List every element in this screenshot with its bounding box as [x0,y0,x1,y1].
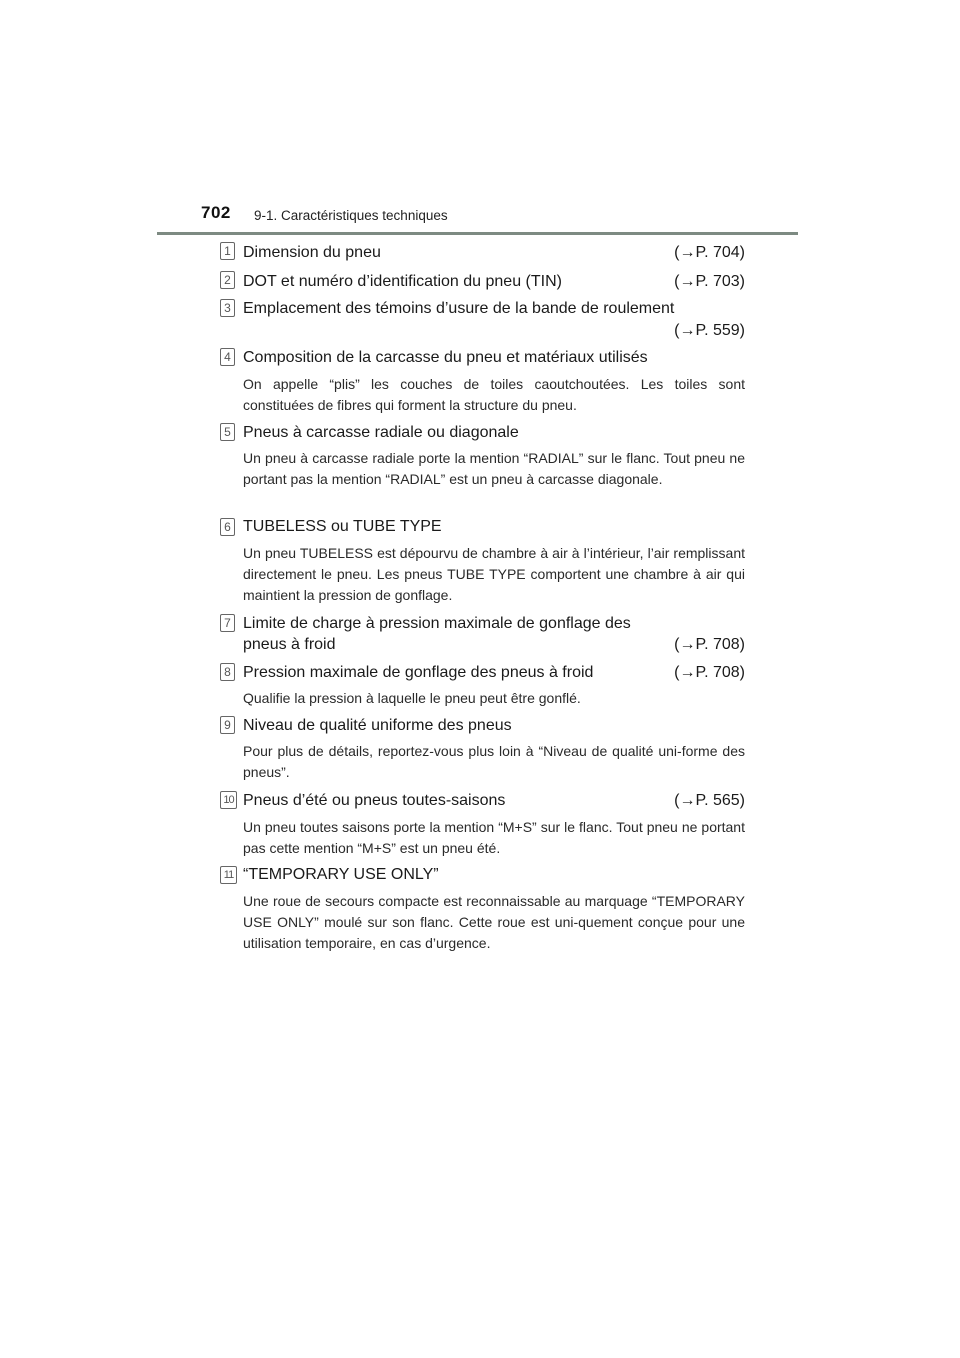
page-number: 702 [201,203,231,222]
item-title: “TEMPORARY USE ONLY” [243,866,439,883]
section-title: 9-1. Caractéristiques techniques [254,208,448,223]
page-reference: (→P. 704) [674,244,745,261]
item-number-badge: 3 [220,299,235,317]
item-title: Pneus à carcasse radiale ou diagonale [243,424,519,441]
item-number-badge: 6 [220,518,235,536]
item-description: Un pneu TUBELESS est dépourvu de chambre à air à l’intérieur, l’air remplissant directement le pneu. Les pneus TUBE TYPE comportent une chambre à air qui maintient la pression de gonflage. [243,545,745,603]
item-description: Pour plus de détails, reportez-vous plus loin à “Niveau de qualité uni-forme des pneus”. [243,743,745,780]
item-description: Un pneu à carcasse radiale porte la mention “RADIAL” sur le flanc. Tout pneu ne portant pas la mention “RADIAL” est un pneu à carcasse diagonale. [243,450,745,487]
page-reference: (→P. 708) [674,664,745,681]
item-title: Pneus d’été ou pneus toutes-saisons [243,792,506,809]
item-number-badge: 10 [220,791,237,809]
item-description: Qualifie la pression à laquelle le pneu peut être gonflé. [243,690,581,706]
item-description: Un pneu toutes saisons porte la mention “M+S” sur le flanc. Tout pneu ne portant pas cette mention “M+S” est un pneu été. [243,819,745,856]
item-description: On appelle “plis” les couches de toiles caoutchoutées. Les toiles sont constituées de fibres qui forment la structure du pneu. [243,376,745,413]
page-reference: (→P. 703) [674,273,745,290]
item-number-badge: 4 [220,348,235,366]
item-title: TUBELESS ou TUBE TYPE [243,518,442,535]
item-number-badge: 11 [220,866,237,884]
item-title: Limite de charge à pression maximale de gonflage des pneus à froid [243,615,631,653]
item-number-badge: 1 [220,242,235,260]
header-divider [157,232,798,235]
item-number-badge: 8 [220,663,235,681]
item-number-badge: 5 [220,423,235,441]
item-description: Une roue de secours compacte est reconnaissable au marquage “TEMPORARY USE ONLY” moulé sur son flanc. Cette roue est uni-quement conçue pour une utilisation temporaire, en cas d’urgence. [243,893,745,951]
item-title: Emplacement des témoins d’usure de la bande de roulement [243,300,675,317]
item-title: Pression maximale de gonflage des pneus à froid [243,664,594,681]
item-title: DOT et numéro d’identification du pneu (TIN) [243,273,562,290]
item-title: Dimension du pneu [243,244,381,261]
page-reference: (→P. 708) [674,636,745,653]
page-reference: (→P. 565) [674,792,745,809]
item-title: Composition de la carcasse du pneu et matériaux utilisés [243,349,648,366]
item-number-badge: 2 [220,271,235,289]
page-reference: (→P. 559) [674,322,745,339]
item-number-badge: 9 [220,716,235,734]
item-number-badge: 7 [220,614,235,632]
item-title: Niveau de qualité uniforme des pneus [243,717,512,734]
page-header [0,0,960,240]
